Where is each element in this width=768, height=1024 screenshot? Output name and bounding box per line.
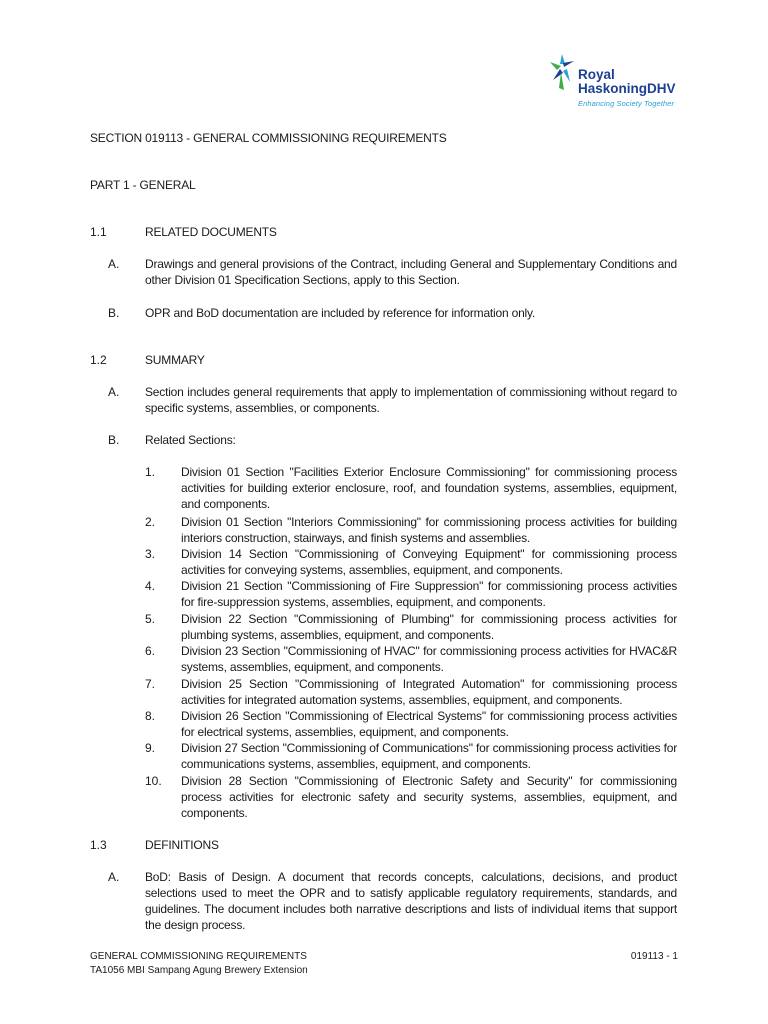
list-item-number: 7.: [145, 677, 156, 691]
list-item-number: 5.: [145, 612, 156, 626]
part-title: PART 1 - GENERAL: [90, 178, 196, 192]
article-title-related-documents: RELATED DOCUMENTS: [145, 225, 277, 239]
list-item: Division 25 Section "Commissioning of Integrated Automation" for commissioning process activities for integrated automation systems, assemblies, equipment, and components.: [181, 677, 677, 707]
list-item-number: 8.: [145, 709, 156, 723]
paragraph-1-2-a: Section includes general requirements that apply to implementation of commissioning without regard to specific systems, assemblies, or components.: [145, 385, 677, 415]
list-item-number: 10.: [145, 774, 162, 788]
footer-section-name: GENERAL COMMISSIONING REQUIREMENTS: [90, 951, 307, 962]
logo-wordmark: [578, 68, 676, 111]
paragraph-1-2-b: Related Sections:: [145, 433, 236, 447]
list-item: Division 21 Section "Commissioning of Fire Suppression" for commissioning process activities for fire-suppression systems, assemblies, equipment, and components.: [181, 579, 677, 609]
list-item-number: 3.: [145, 547, 156, 561]
list-item-number: 1.: [145, 465, 156, 479]
footer-project-name: TA1056 MBI Sampang Agung Brewery Extension: [90, 965, 308, 976]
list-item-number: 9.: [145, 741, 156, 755]
paragraph-mark-1-1-b: B.: [108, 306, 120, 320]
list-item: Division 01 Section "Facilities Exterior Enclosure Commissioning" for commissioning process activities for building exterior enclosure, roof, and foundation systems, assemblies, equipment, and components.: [181, 465, 677, 511]
article-title-summary: SUMMARY: [145, 353, 205, 367]
list-item: Division 28 Section "Commissioning of Electronic Safety and Security" for commissioning process activities for electronic safety and security systems, assemblies, equipment, and components.: [181, 774, 677, 820]
list-item-number: 2.: [145, 515, 156, 529]
paragraph-mark-1-2-b: B.: [108, 433, 120, 447]
section-title: SECTION 019113 - GENERAL COMMISSIONING REQUIREMENTS: [90, 131, 447, 145]
list-item-number: 4.: [145, 579, 156, 593]
list-item-number: 6.: [145, 644, 156, 658]
article-title-definitions: DEFINITIONS: [145, 838, 219, 852]
paragraph-1-3-a: BoD: Basis of Design. A document that records concepts, calculations, decisions, and product selections used to meet the OPR and to satisfy applicable regulatory requirements, standards, and guidelines. The document includes both narrative descriptions and lists of individual items that support the design process.: [145, 870, 677, 932]
star-logo-icon: [548, 52, 578, 92]
paragraph-mark-1-2-a: A.: [108, 385, 120, 399]
paragraph-1-1-b: OPR and BoD documentation are included by reference for information only.: [145, 306, 536, 320]
logo-line-royal: Royal: [578, 67, 615, 82]
company-logo: [548, 52, 688, 112]
list-item: Division 01 Section "Interiors Commissioning" for commissioning process activities for building interiors construction, stairways, and finish systems and assemblies.: [181, 515, 677, 545]
paragraph-mark-1-3-a: A.: [108, 870, 120, 884]
footer-page-number: 019113 - 1: [630, 951, 678, 962]
logo-line-haskoning: HaskoningDHV: [578, 81, 676, 96]
list-item: Division 22 Section "Commissioning of Plumbing" for commissioning process activities for plumbing systems, assemblies, equipment, and components.: [181, 612, 677, 642]
logo-tagline: Enhancing Society Together: [578, 99, 675, 108]
article-number-1-3: 1.3: [90, 838, 107, 852]
list-item: Division 14 Section "Commissioning of Conveying Equipment" for commissioning process activities for conveying systems, assemblies, equipment, and components.: [181, 547, 677, 577]
article-number-1-1: 1.1: [90, 225, 107, 239]
list-item: Division 26 Section "Commissioning of Electrical Systems" for commissioning process activities for electrical systems, assemblies, equipment, and components.: [181, 709, 677, 739]
list-item: Division 23 Section "Commissioning of HVAC" for commissioning process activities for HVAC&R systems, assemblies, equipment, and components.: [181, 644, 677, 674]
article-number-1-2: 1.2: [90, 353, 107, 367]
paragraph-mark-1-1-a: A.: [108, 257, 120, 271]
list-item: Division 27 Section "Commissioning of Communications" for commissioning process activities for communications systems, assemblies, equipment, and components.: [181, 741, 677, 771]
paragraph-1-1-a: Drawings and general provisions of the Contract, including General and Supplementary Conditions and other Division 01 Specification Sections, apply to this Section.: [145, 257, 677, 287]
